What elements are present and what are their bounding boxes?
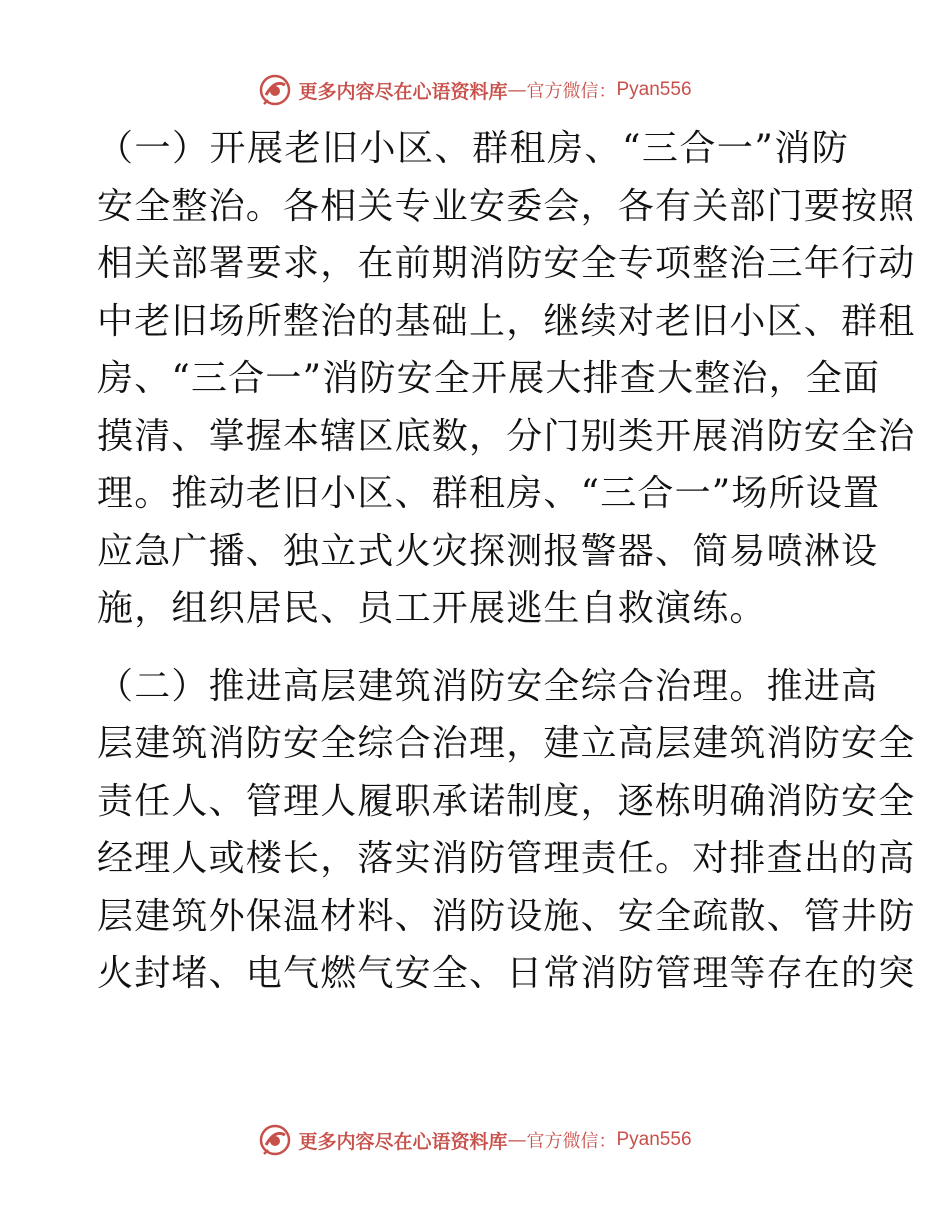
paragraph-1 xyxy=(97,120,916,638)
watermark-separator: — xyxy=(507,1129,527,1151)
watermark-wechat-id: Pyan556 xyxy=(616,1129,692,1150)
watermark-wechat-label: 官方微信： xyxy=(526,1131,617,1152)
text-line: 房、“三合一”消防安全开展大排查大整治，全面 xyxy=(97,358,881,399)
text-line: （二）推进高层建筑消防安全综合治理。推进高 xyxy=(97,665,879,707)
text-line: 经理人或楼长，落实消防管理责任。对排查出的高 xyxy=(97,838,916,879)
text-line: 火封堵、电气燃气安全、日常消防管理等存在的突 xyxy=(97,953,916,994)
text-line: 理。推动老旧小区、群租房、“三合一”场所设置 xyxy=(97,473,881,514)
document-body xyxy=(97,120,916,1003)
text-line: 安全整治。各相关专业安委会，各有关部门要按照 xyxy=(97,185,916,227)
footer-watermark xyxy=(0,1120,950,1160)
text-line: 层建筑消防安全综合治理，建立高层建筑消防安全 xyxy=(97,723,916,764)
watermark-separator: — xyxy=(507,79,527,101)
header-watermark xyxy=(0,70,950,110)
lantern-logo-icon xyxy=(258,73,292,107)
text-line: 施，组织居民、员工开展逃生自救演练。 xyxy=(97,588,767,629)
watermark-wechat-id: Pyan556 xyxy=(616,79,692,100)
text-line: 责任人、管理人履职承诺制度，逐栋明确消防安全 xyxy=(97,780,916,822)
text-line: 相关部署要求，在前期消防安全专项整治三年行动 xyxy=(97,243,916,284)
text-line: 层建筑外保温材料、消防设施、安全疏散、管井防 xyxy=(97,895,916,937)
text-line: 中老旧场所整治的基础上，继续对老旧小区、群租 xyxy=(97,300,916,342)
watermark-wechat-label: 官方微信： xyxy=(526,81,617,102)
watermark-brand: 更多内容尽在心语资料库 xyxy=(298,80,508,103)
text-line: 应急广播、独立式火灾探测报警器、简易喷淋设 xyxy=(97,530,879,572)
text-line: （一）开展老旧小区、群租房、“三合一”消防 xyxy=(97,128,849,169)
lantern-logo-icon xyxy=(258,1123,292,1157)
watermark-brand: 更多内容尽在心语资料库 xyxy=(298,1130,508,1153)
paragraph-2 xyxy=(97,658,916,1003)
text-line: 摸清、掌握本辖区底数，分门别类开展消防安全治 xyxy=(97,415,916,457)
